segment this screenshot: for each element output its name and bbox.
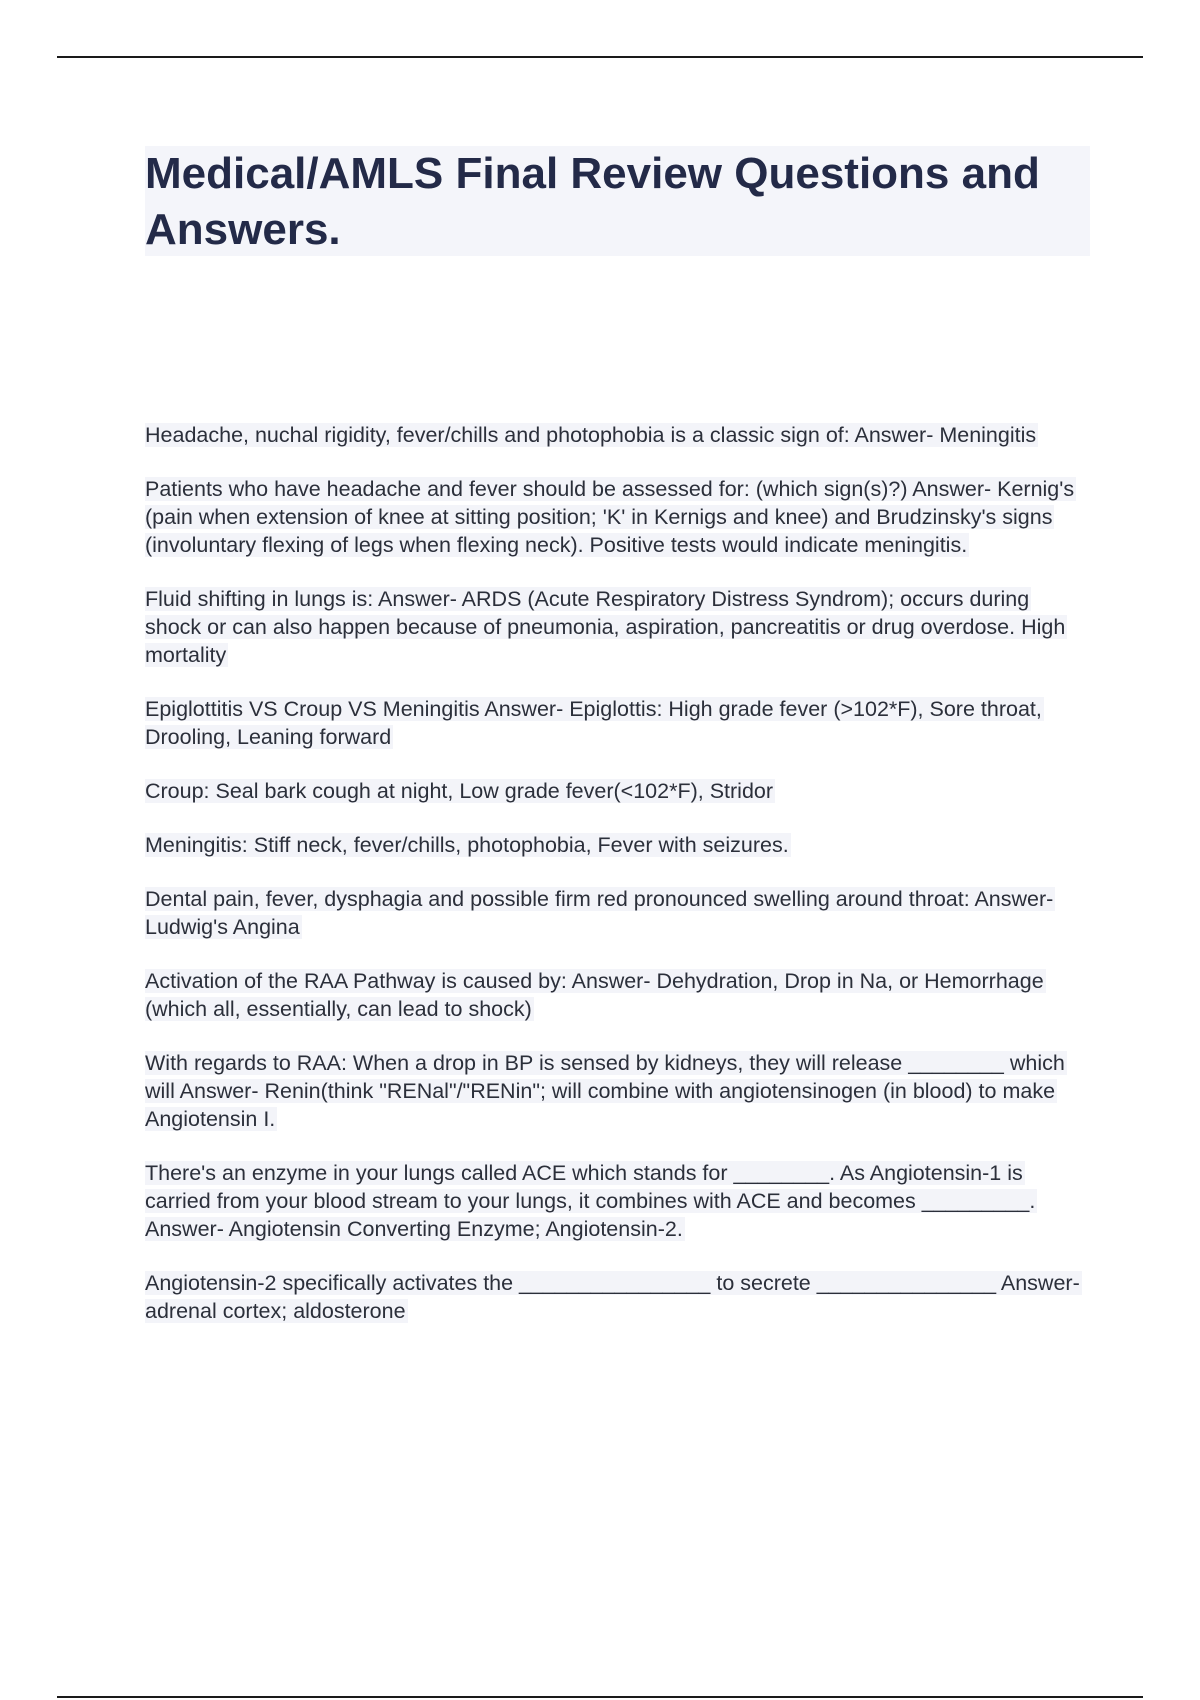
qa-item — [145, 1269, 1090, 1325]
document-body — [145, 146, 1090, 1351]
qa-item — [145, 885, 1090, 941]
qa-item — [145, 777, 1090, 805]
header-rule — [57, 56, 1143, 58]
qa-text: There's an enzyme in your lungs called ACE which stands for ________. As Angiotensin-1 is carried from your blood stream to your lungs, it combines with ACE and becomes _________. Answer- Angiotensin Converting Enzyme; Angiotensin-2. — [145, 1161, 1036, 1241]
qa-text: Epiglottitis VS Croup VS Meningitis Answer- Epiglottis: High grade fever (>102*F), Sore throat, Drooling, Leaning forward — [145, 697, 1042, 749]
qa-text: Dental pain, fever, dysphagia and possible firm red pronounced swelling around throat: Answer- Ludwig's Angina — [145, 887, 1054, 939]
qa-item — [145, 1049, 1090, 1133]
qa-list — [145, 421, 1090, 1325]
document-title: Medical/AMLS Final Review Questions and Answers. — [145, 146, 1090, 256]
qa-item — [145, 695, 1090, 751]
qa-item — [145, 585, 1090, 669]
qa-item — [145, 831, 1090, 859]
footer-rule — [57, 1696, 1143, 1698]
qa-text: Angiotensin-2 specifically activates the ________________ to secrete _______________ Answer- adrenal cortex; aldosterone — [145, 1271, 1080, 1323]
qa-text: Headache, nuchal rigidity, fever/chills and photophobia is a classic sign of: Answer- Meningitis — [145, 423, 1037, 447]
qa-text: Fluid shifting in lungs is: Answer- ARDS (Acute Respiratory Distress Syndrom); occurs during shock or can also happen because of pneumonia, aspiration, pancreatitis or drug overdose. High mortality — [145, 587, 1066, 667]
qa-item — [145, 967, 1090, 1023]
qa-text: Croup: Seal bark cough at night, Low grade fever(<102*F), Stridor — [145, 779, 774, 803]
qa-text: Meningitis: Stiff neck, fever/chills, photophobia, Fever with seizures. — [145, 833, 789, 857]
qa-item — [145, 475, 1090, 559]
qa-text: With regards to RAA: When a drop in BP is sensed by kidneys, they will release ________ which will Answer- Renin(think "RENal"/"RENin"; will combine with angiotensinogen (in blood) to make Angiotensin I. — [145, 1051, 1065, 1131]
qa-text: Activation of the RAA Pathway is caused by: Answer- Dehydration, Drop in Na, or Hemorrhage (which all, essentially, can lead to shock) — [145, 969, 1044, 1021]
qa-item — [145, 421, 1090, 449]
qa-item — [145, 1159, 1090, 1243]
qa-text: Patients who have headache and fever should be assessed for: (which sign(s)?) Answer- Kernig's (pain when extension of knee at sitting position; 'K' in Kernigs and knee) and Brudzinsky's signs (involuntary flexing of legs when flexing neck). Positive tests would indicate meningitis. — [145, 477, 1075, 557]
